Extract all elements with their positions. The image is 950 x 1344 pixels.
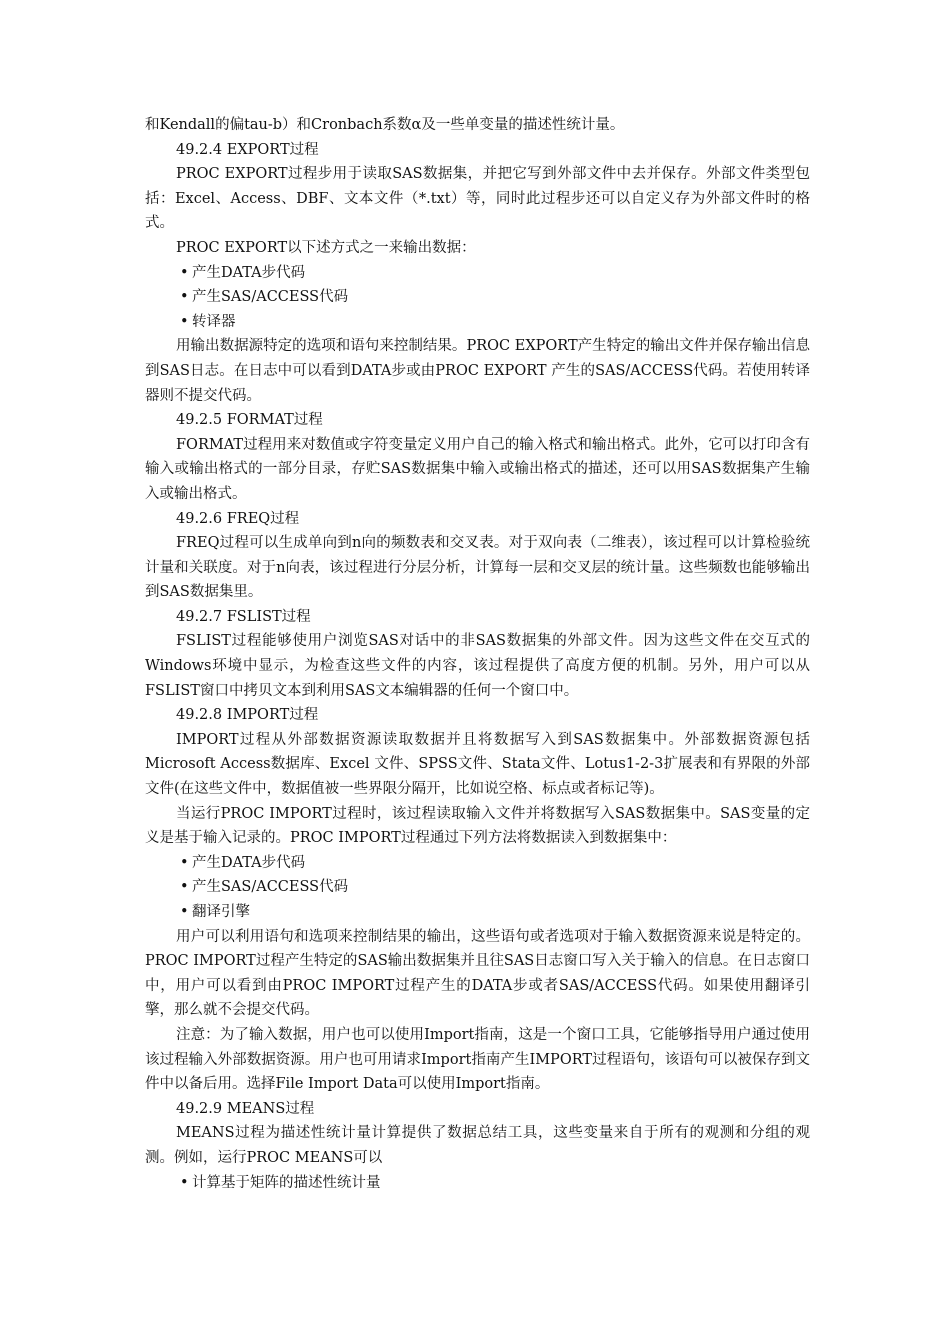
body-paragraph: FORMAT过程用来对数值或字符变量定义用户自己的输入格式和输出格式。此外，它可以打印含有输入或输出格式的一部分目录，存贮SAS数据集中输入或输出格式的描述，还可以用SAS数据集产生输入或输出格式。	[145, 436, 810, 502]
bullet-dot-icon: •	[180, 879, 189, 896]
body-paragraph: 和Kendall的偏tau-b）和Cronbach系数α及一些单变量的描述性统计量。	[145, 117, 625, 133]
bullet-dot-icon: •	[180, 289, 189, 306]
bullet-text: 产生SAS/ACCESS代码	[192, 879, 349, 896]
document-body	[145, 113, 810, 1195]
bullet-dot-icon: •	[180, 1174, 189, 1191]
bullet-item	[145, 875, 810, 900]
bullet-text: 计算基于矩阵的描述性统计量	[192, 1174, 381, 1191]
bullet-text: 翻译引擎	[192, 904, 250, 920]
bullet-item	[145, 285, 810, 310]
bullet-dot-icon: •	[180, 313, 189, 330]
bullet-text: 转译器	[192, 313, 236, 330]
bullet-dot-icon: •	[180, 264, 189, 281]
body-paragraph: FSLIST过程能够使用户浏览SAS对话中的非SAS数据集的外部文件。因为这些文件在交互式的Windows环境中显示，为检查这些文件的内容，该过程提供了高度方便的机制。另外，用户可以从FSLIST窗口中拷贝文本到利用SAS文本编辑器的任何一个窗口中。	[145, 633, 810, 699]
body-paragraph: 当运行PROC IMPORT过程时，该过程读取输入文件并将数据写入SAS数据集中。SAS变量的定义是基于输入记录的。PROC IMPORT过程通过下列方法将数据读入到数据集中：	[145, 805, 810, 847]
bullet-item	[145, 900, 810, 925]
section-heading: 49.2.9 MEANS过程	[176, 1100, 315, 1117]
bullet-item	[145, 851, 810, 876]
bullet-text: 产生DATA步代码	[192, 854, 306, 871]
body-paragraph: IMPORT过程从外部数据资源读取数据并且将数据写入到SAS数据集中。外部数据资源包括Microsoft Access数据库、Excel 文件、SPSS文件、Stata文件、Lotus1-2-3扩展表和有界限的外部文件(在这些文件中，数据值被一些界限分隔开，比如说空格、标点或者标记等)。	[145, 731, 810, 798]
section-heading: 49.2.5 FORMAT过程	[176, 412, 323, 429]
bullet-dot-icon: •	[180, 904, 189, 920]
body-paragraph: 注意：为了输入数据，用户也可以使用Import指南，这是一个窗口工具，它能够指导用户通过使用该过程输入外部数据资源。用户也可用请求Import指南产生IMPORT过程语句，该语句可以被保存到文件中以备后用。选择File Import Data可以使用Import指南。	[145, 1026, 810, 1093]
body-paragraph: 用户可以利用语句和选项来控制结果的输出，这些语句或者选项对于输入数据资源来说是特定的。PROC IMPORT过程产生特定的SAS输出数据集并且往SAS日志窗口写入关于输入的信息。在日志窗口中，用户可以看到由PROC IMPORT过程产生的DATA步或者SAS/ACCESS代码。如果使用翻译引擎，那么就不会提交代码。	[145, 928, 810, 1019]
body-paragraph: 用输出数据源特定的选项和语句来控制结果。PROC EXPORT产生特定的输出文件并保存输出信息到SAS日志。在日志中可以看到DATA步或由PROC EXPORT 产生的SAS/ACCESS代码。若使用转译器则不提交代码。	[145, 338, 810, 404]
body-paragraph: MEANS过程为描述性统计量计算提供了数据总结工具，这些变量来自于所有的观测和分组的观测。例如，运行PROC MEANS可以	[145, 1125, 810, 1166]
section-heading: 49.2.7 FSLIST过程	[176, 608, 311, 625]
bullet-item	[145, 261, 810, 286]
body-paragraph: PROC EXPORT过程步用于读取SAS数据集，并把它写到外部文件中去并保存。外部文件类型包括：Excel、Access、DBF、文本文件（*.txt）等，同时此过程步还可以自定义存为外部文件时的格式。	[145, 166, 810, 232]
bullet-text: 产生DATA步代码	[192, 264, 306, 281]
section-heading: 49.2.4 EXPORT过程	[176, 141, 319, 158]
section-heading: 49.2.8 IMPORT过程	[176, 707, 319, 724]
bullet-item	[145, 310, 810, 335]
section-heading: 49.2.6 FREQ过程	[176, 510, 300, 527]
bullet-item	[145, 1171, 810, 1196]
body-paragraph: FREQ过程可以生成单向到n向的频数表和交叉表。对于双向表（二维表），该过程可以计算检验统计量和关联度。对于n向表，该过程进行分层分析，计算每一层和交叉层的统计量。这些频数也能够输出到SAS数据集里。	[145, 535, 810, 601]
bullet-dot-icon: •	[180, 854, 189, 871]
bullet-text: 产生SAS/ACCESS代码	[192, 289, 349, 306]
body-paragraph: PROC EXPORT以下述方式之一来输出数据：	[176, 239, 476, 256]
